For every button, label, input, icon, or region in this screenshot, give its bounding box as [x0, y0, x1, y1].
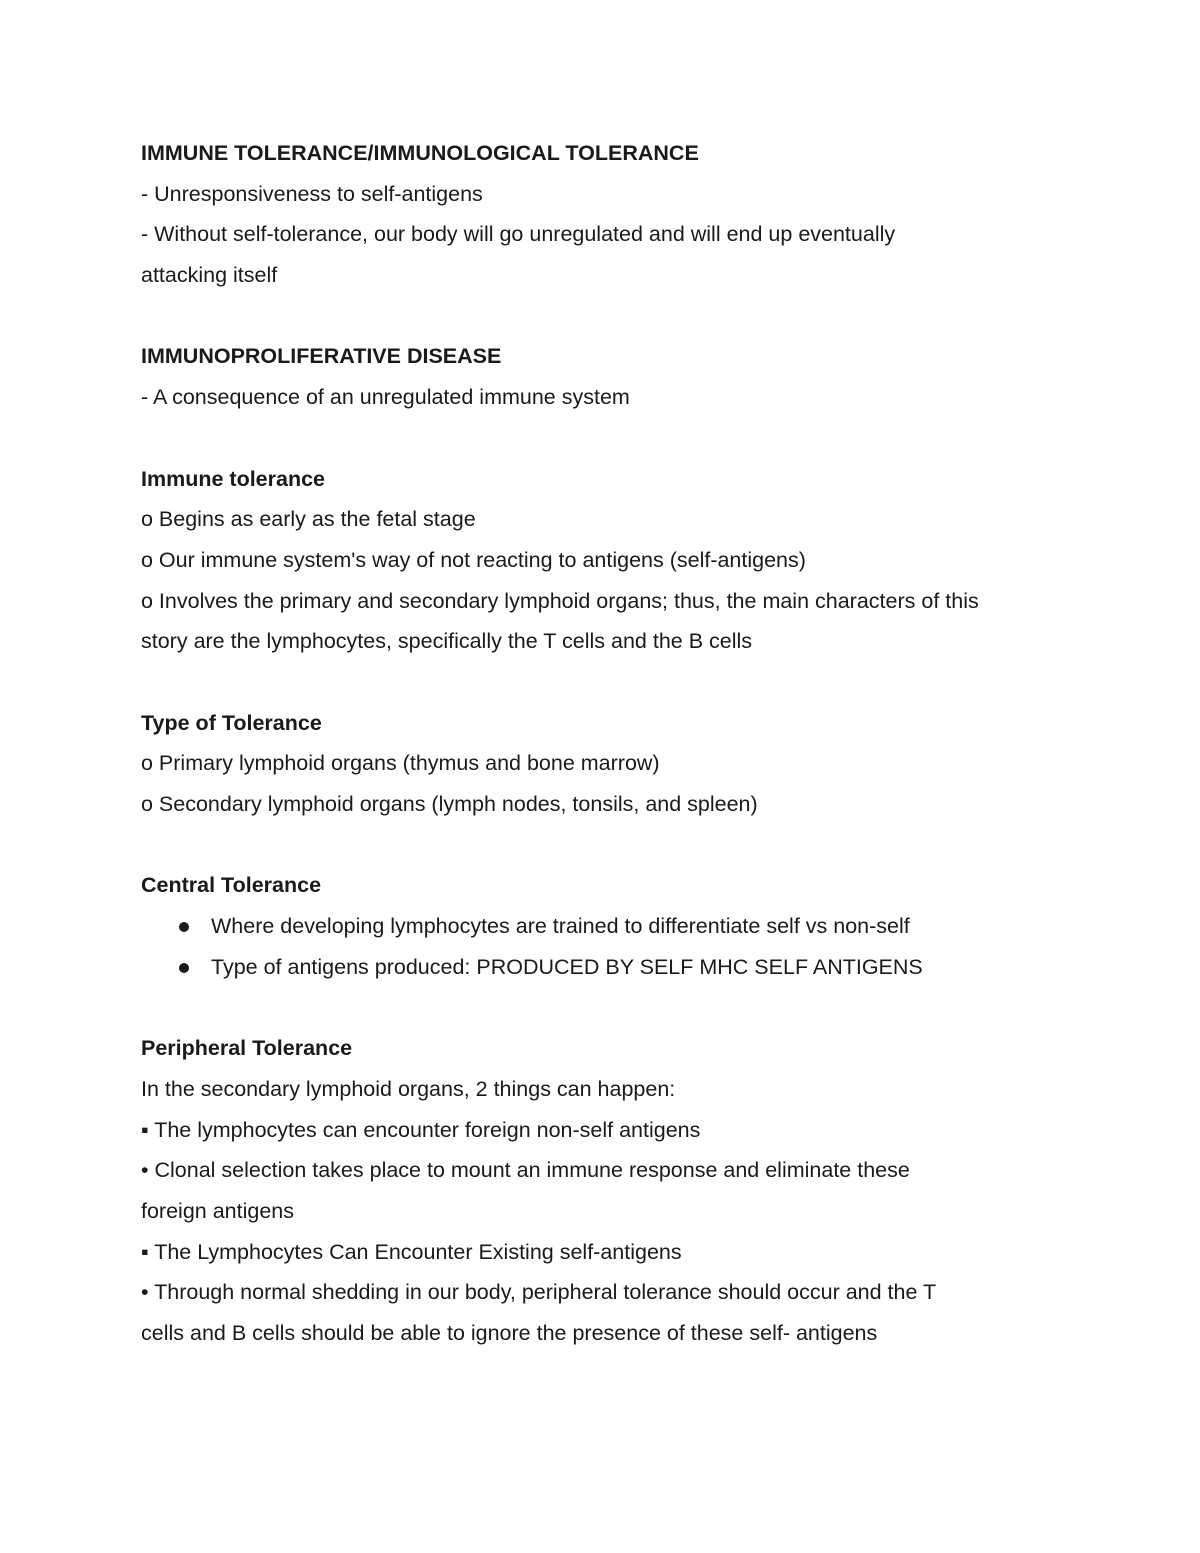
text-line: o Primary lymphoid organs (thymus and bone marrow)	[141, 751, 660, 776]
text-line: o Involves the primary and secondary lymphoid organs; thus, the main characters of this	[141, 588, 979, 613]
text-line: o Our immune system's way of not reacting to antigens (self-antigens)	[141, 547, 806, 572]
bullet-list-item	[141, 906, 1081, 947]
section-heading: Central Tolerance	[141, 873, 322, 898]
paragraph-gap	[141, 418, 1081, 459]
section-heading: Type of Tolerance	[141, 710, 322, 735]
text-line: cells and B cells should be able to ignore the presence of these self- antigens	[141, 1320, 878, 1345]
paragraph-gap	[141, 662, 1081, 703]
text-line: • Clonal selection takes place to mount an immune response and eliminate these	[141, 1158, 910, 1183]
text-line: attacking itself	[141, 263, 278, 288]
bullet-icon	[179, 922, 189, 932]
paragraph-gap	[141, 987, 1081, 1028]
paragraph-gap	[141, 296, 1081, 337]
bullet-text: Where developing lymphocytes are trained to differentiate self vs non-self	[211, 914, 910, 939]
section-heading: Immune tolerance	[141, 466, 325, 491]
bullet-icon	[179, 963, 189, 973]
bullet-list-item	[141, 947, 1081, 988]
bullet-text: Type of antigens produced: PRODUCED BY SELF MHC SELF ANTIGENS	[211, 954, 923, 979]
section-heading: IMMUNOPROLIFERATIVE DISEASE	[141, 344, 502, 369]
text-line: ▪ The Lymphocytes Can Encounter Existing self-antigens	[141, 1239, 682, 1264]
text-line: o Begins as early as the fetal stage	[141, 507, 476, 532]
text-line: story are the lymphocytes, specifically the T cells and the B cells	[141, 629, 753, 654]
text-line: • Through normal shedding in our body, peripheral tolerance should occur and the T	[141, 1280, 937, 1305]
paragraph-gap	[141, 825, 1081, 866]
section-heading: Peripheral Tolerance	[141, 1036, 353, 1061]
text-line: - A consequence of an unregulated immune system	[141, 385, 630, 410]
text-line: - Unresponsiveness to self-antigens	[141, 181, 483, 206]
text-line: - Without self-tolerance, our body will go unregulated and will end up eventually	[141, 222, 896, 247]
section-heading: IMMUNE TOLERANCE/IMMUNOLOGICAL TOLERANCE	[141, 141, 699, 165]
text-line: o Secondary lymphoid organs (lymph nodes, tonsils, and spleen)	[141, 792, 758, 816]
document-page	[141, 133, 1081, 1354]
text-line: foreign antigens	[141, 1198, 294, 1223]
text-line: ▪ The lymphocytes can encounter foreign non-self antigens	[141, 1117, 701, 1142]
text-line: In the secondary lymphoid organs, 2 things can happen:	[141, 1076, 676, 1101]
